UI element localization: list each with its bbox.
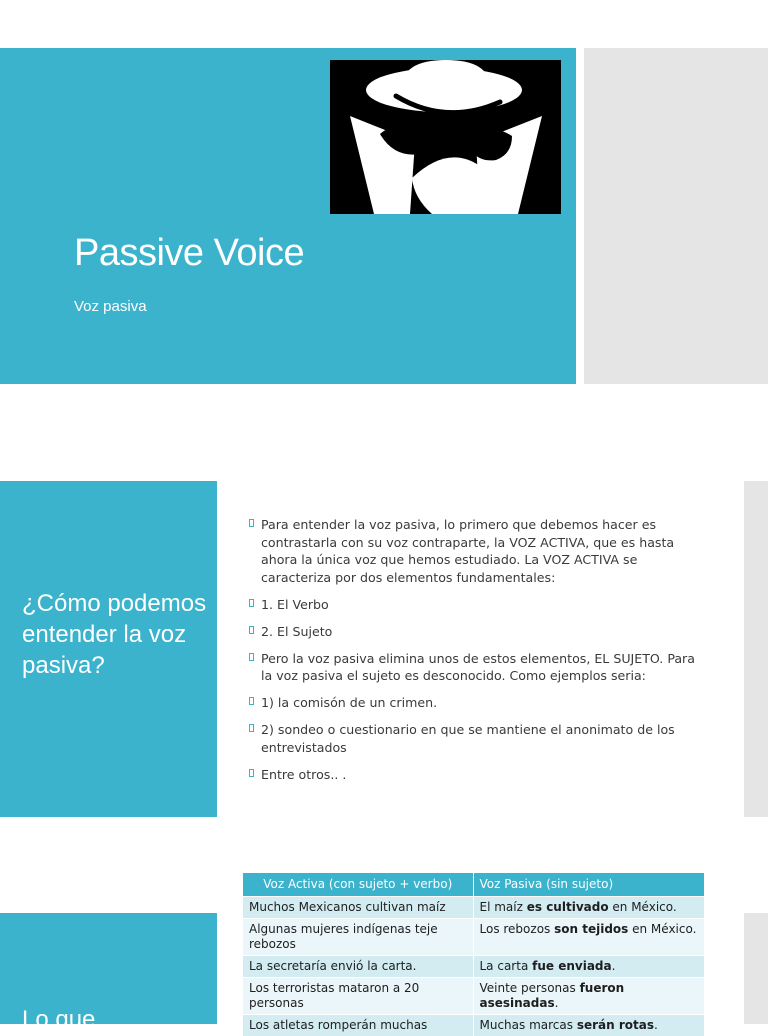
bullet-square-icon — [249, 599, 254, 607]
passive-text: en México. — [628, 922, 696, 936]
active-voice-cell: Muchos Mexicanos cultivan maíz — [243, 897, 473, 919]
bullet-text: 1) la comisón de un crimen. — [261, 695, 437, 710]
bullet-text: Para entender la voz pasiva, lo primero que debemos hacer es contrastarla con su voz contraparte, la VOZ ACTIVA, que es hasta ahora la única voz que hemos estudiado. La VOZ ACTIVA se caracteriza por dos elementos fundamentales: — [261, 517, 674, 585]
table-header-row — [243, 873, 704, 897]
bullet-list — [248, 516, 698, 793]
question-slide-side-panel — [744, 481, 768, 817]
passive-verb: son tejidos — [554, 922, 628, 936]
active-voice-cell: Los terroristas mataron a 20 personas — [243, 978, 473, 1015]
slide-title: Passive Voice — [74, 232, 304, 275]
passive-text: La carta — [480, 959, 533, 973]
list-item — [248, 650, 698, 685]
passive-text: en México. — [609, 900, 677, 914]
slide-subtitle: Voz pasiva — [74, 298, 147, 315]
passive-text: . — [654, 1018, 658, 1032]
bullet-square-icon — [249, 724, 254, 732]
table-row — [243, 956, 704, 978]
passive-voice-cell — [473, 956, 704, 978]
passive-verb: es cultivado — [527, 900, 609, 914]
passive-verb: serán rotas — [577, 1018, 654, 1032]
column-header-passive: Voz Pasiva (sin sujeto) — [473, 873, 704, 897]
active-voice-cell: La secretaría envió la carta. — [243, 956, 473, 978]
title-slide-side-panel — [584, 48, 768, 384]
table-row — [243, 919, 704, 956]
active-voice-cell: Algunas mujeres indígenas teje rebozos — [243, 919, 473, 956]
bullet-text: Pero la voz pasiva elimina unos de estos elementos, EL SUJETO. Para la voz pasiva el sujeto es desconocido. Como ejemplos seria: — [261, 651, 695, 684]
list-item — [248, 516, 698, 586]
voice-comparison-table — [243, 873, 705, 1036]
list-item — [248, 596, 698, 614]
table-row — [243, 978, 704, 1015]
table-row — [243, 1015, 704, 1036]
list-item — [248, 694, 698, 712]
bullet-square-icon — [249, 769, 254, 777]
list-item — [248, 623, 698, 641]
list-item — [248, 766, 698, 784]
bullet-square-icon — [249, 653, 254, 661]
list-item — [248, 721, 698, 756]
table-row — [243, 897, 704, 919]
passive-text: Muchas marcas — [480, 1018, 577, 1032]
bullet-text: 2) sondeo o cuestionario en que se mantiene el anonimato de los entrevistados — [261, 722, 675, 755]
passive-verb: fue enviada — [532, 959, 611, 973]
passive-text: El maíz — [480, 900, 527, 914]
passive-text: Veinte personas — [480, 981, 580, 995]
bullet-square-icon — [249, 519, 254, 527]
passive-verb: fueron asesinadas — [480, 981, 625, 1010]
passive-voice-cell — [473, 978, 704, 1015]
passive-text: . — [612, 959, 616, 973]
bullet-text: 2. El Sujeto — [261, 624, 332, 639]
bullet-text: 1. El Verbo — [261, 597, 329, 612]
passive-voice-cell — [473, 919, 704, 956]
bullet-text: Entre otros.. . — [261, 767, 346, 782]
question-heading: ¿Cómo podemos entender la voz pasiva? — [22, 588, 207, 681]
comparison-slide-side-panel — [744, 913, 768, 1024]
passive-voice-cell — [473, 1015, 704, 1036]
passive-voice-cell — [473, 897, 704, 919]
passive-text: Los rebozos — [480, 922, 555, 936]
active-voice-cell: Los atletas romperán muchas — [243, 1015, 473, 1036]
column-header-active: Voz Activa (con sujeto + verbo) — [243, 873, 473, 897]
spy-hat-icon — [330, 60, 561, 214]
bullet-square-icon — [249, 697, 254, 705]
bullet-square-icon — [249, 626, 254, 634]
passive-text: . — [555, 996, 559, 1010]
comparison-heading: Lo que — [22, 1004, 95, 1035]
